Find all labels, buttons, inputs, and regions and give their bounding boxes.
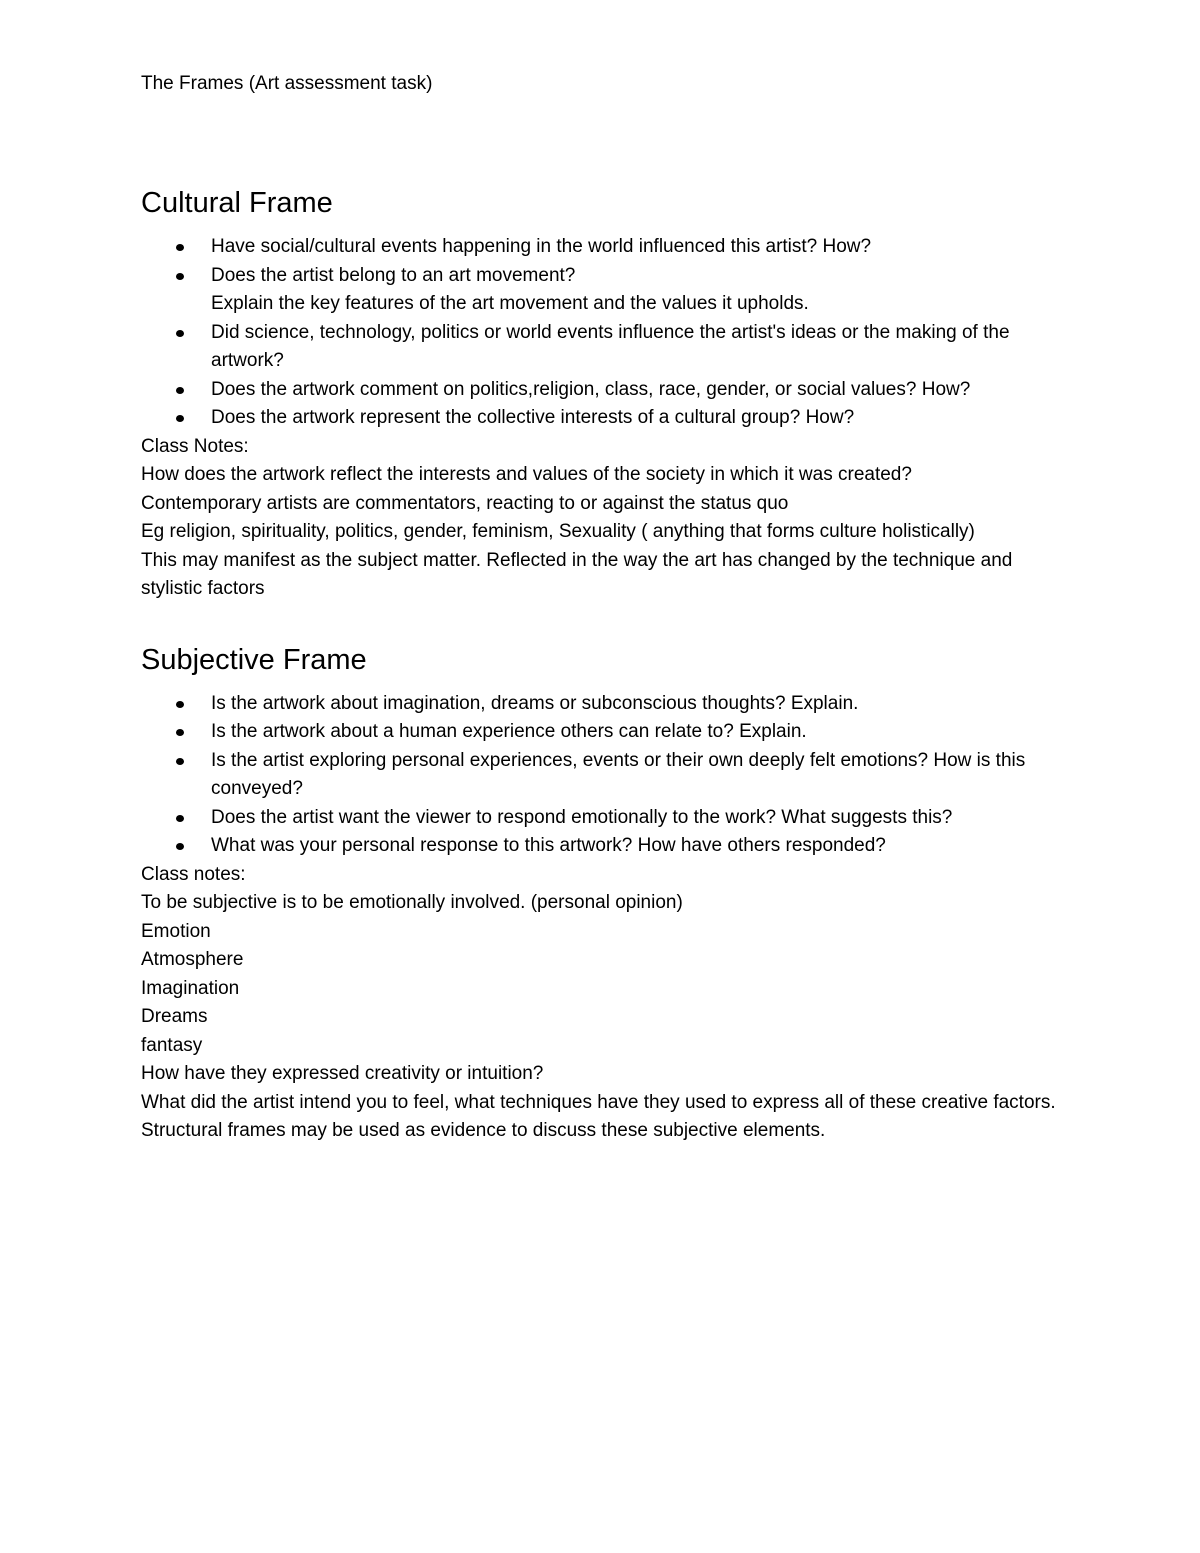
note-line: To be subjective is to be emotionally involved. (personal opinion) [141,892,683,913]
list-item-text: Does the artwork comment on politics,religion, class, race, gender, or social values? How? [211,378,971,400]
list-item-text: Is the artwork about imagination, dreams or subconscious thoughts? Explain. [211,692,859,714]
document-title: The Frames (Art assessment task) [141,73,433,94]
list-item-text: Have social/cultural events happening in the world influenced this artist? How? [211,236,872,257]
cultural-bullet-list [141,233,1071,433]
note-line: How does the artwork reflect the interests and values of the society in which it was created? [141,464,912,485]
bullet-icon [176,815,184,822]
subjective-class-notes [141,861,1071,1146]
bullet-icon [176,415,184,422]
list-item [211,404,1071,433]
note-line: Eg religion, spirituality, politics, gender, feminism, Sexuality ( anything that forms culture holistically) [141,521,975,542]
list-item-text: What was your personal response to this artwork? How have others responded? [211,835,886,856]
note-line: Structural frames may be used as evidence to discuss these subjective elements. [141,1120,826,1141]
subjective-bullet-list [141,690,1071,861]
list-item-text: Does the artist want the viewer to respond emotionally to the work? What suggests this? [211,806,953,828]
class-notes-label: Class notes: [141,863,246,885]
cultural-frame-heading: Cultural Frame [141,187,333,219]
note-line: What did the artist intend you to feel, what techniques have they used to express all of these creative factors. [141,1091,1056,1113]
note-line: fantasy [141,1034,203,1056]
list-item-text: Did science, technology, politics or world events influence the artist's ideas or the making of the artwork? [211,321,1010,371]
list-item [211,804,1071,833]
list-item-text: Does the artwork represent the collective interests of a cultural group? How? [211,407,855,428]
note-line: How have they expressed creativity or intuition? [141,1063,544,1084]
list-item-text: Explain the key features of the art movement and the values it upholds. [211,293,809,314]
subjective-frame-heading: Subjective Frame [141,643,367,676]
list-item [211,747,1071,804]
list-item [211,832,1071,861]
bullet-icon [176,701,184,708]
list-item [211,690,1071,719]
list-item [211,376,1071,405]
list-item [211,233,1071,262]
bullet-icon [176,273,184,280]
list-item-text: Is the artist exploring personal experiences, events or their own deeply felt emotions? How is this conveyed? [211,749,1026,799]
document-page [141,70,1071,1146]
list-item [211,718,1071,747]
note-line: This may manifest as the subject matter. Reflected in the way the art has changed by the technique and stylistic factors [141,549,1013,599]
list-item [211,262,1071,319]
bullet-icon [176,729,184,736]
note-line: Emotion [141,920,211,942]
cultural-class-notes [141,433,1071,604]
note-line: Atmosphere [141,949,244,970]
list-item-text: Is the artwork about a human experience others can relate to? Explain. [211,721,807,742]
note-line: Imagination [141,977,240,999]
bullet-icon [176,843,184,850]
bullet-icon [176,758,184,765]
bullet-icon [176,244,184,251]
list-item [211,319,1071,376]
note-line: Contemporary artists are commentators, reacting to or against the status quo [141,492,789,514]
bullet-icon [176,387,184,394]
class-notes-label: Class Notes: [141,435,249,457]
list-item-text: Does the artist belong to an art movement? [211,264,576,286]
bullet-icon [176,330,184,337]
note-line: Dreams [141,1006,208,1027]
